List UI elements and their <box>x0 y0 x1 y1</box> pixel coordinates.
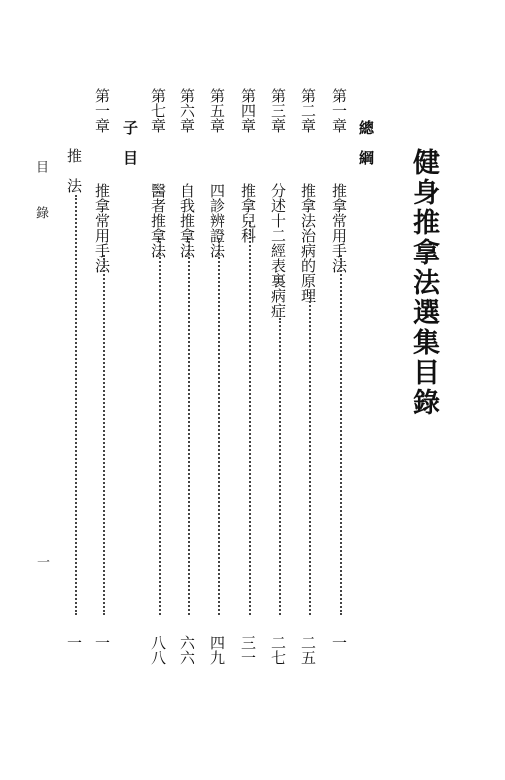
page-title: 健身推拿法選集目錄 <box>408 148 439 418</box>
dot-leader <box>309 292 311 615</box>
entry-title: 分述十二經表裏病症 <box>269 183 287 318</box>
dot-leader <box>159 238 161 615</box>
section-heading-subitems: 子 目 <box>121 120 139 165</box>
dot-leader <box>103 255 105 615</box>
entry-title: 自我推拿法 <box>178 183 196 258</box>
toc-entry <box>64 148 84 193</box>
chapter-number: 第三章 <box>269 88 287 133</box>
chapter-number: 第一章 <box>93 88 111 133</box>
entry-title: 四診辨證法 <box>208 183 226 258</box>
entry-title: 推拿兒科 <box>239 183 257 243</box>
dot-leader <box>218 238 220 615</box>
entry-title: 推拿常用手法 <box>330 183 348 273</box>
section-heading-general: 總 綱 <box>357 120 375 165</box>
folio-number: 一 <box>34 555 49 568</box>
running-header: 目 錄 <box>33 160 48 229</box>
entry-title: 推拿常用手法 <box>93 183 111 273</box>
toc-entry <box>268 88 288 318</box>
page-number: 六六 <box>178 635 196 665</box>
dot-leader <box>279 318 281 615</box>
toc-entry <box>298 88 318 303</box>
page-number: 一 <box>330 635 348 650</box>
page-number: 一 <box>65 635 83 650</box>
toc-entry <box>148 88 168 258</box>
page-number: 一 <box>93 635 111 650</box>
chapter-number: 第四章 <box>239 88 257 133</box>
page-number: 八八 <box>149 635 167 665</box>
dot-leader <box>188 238 190 615</box>
chapter-number: 第五章 <box>208 88 226 133</box>
toc-entry <box>329 88 349 273</box>
toc-entry <box>207 88 227 258</box>
toc-entry <box>177 88 197 258</box>
chapter-number: 第二章 <box>299 88 317 133</box>
toc-entry <box>92 88 112 273</box>
chapter-number: 第六章 <box>178 88 196 133</box>
dot-leader <box>75 195 77 615</box>
page-number: 二五 <box>299 635 317 665</box>
chapter-number: 第一章 <box>330 88 348 133</box>
dot-leader <box>249 222 251 615</box>
entry-title: 推 法 <box>65 148 83 193</box>
page-number: 三一 <box>239 635 257 665</box>
entry-title: 推拿法治病的原理 <box>299 183 317 303</box>
page-number: 二七 <box>269 635 287 665</box>
toc-entry <box>238 88 258 243</box>
dot-leader <box>340 255 342 615</box>
entry-title: 醫者推拿法 <box>149 183 167 258</box>
chapter-number: 第七章 <box>149 88 167 133</box>
page-number: 四九 <box>208 635 226 665</box>
